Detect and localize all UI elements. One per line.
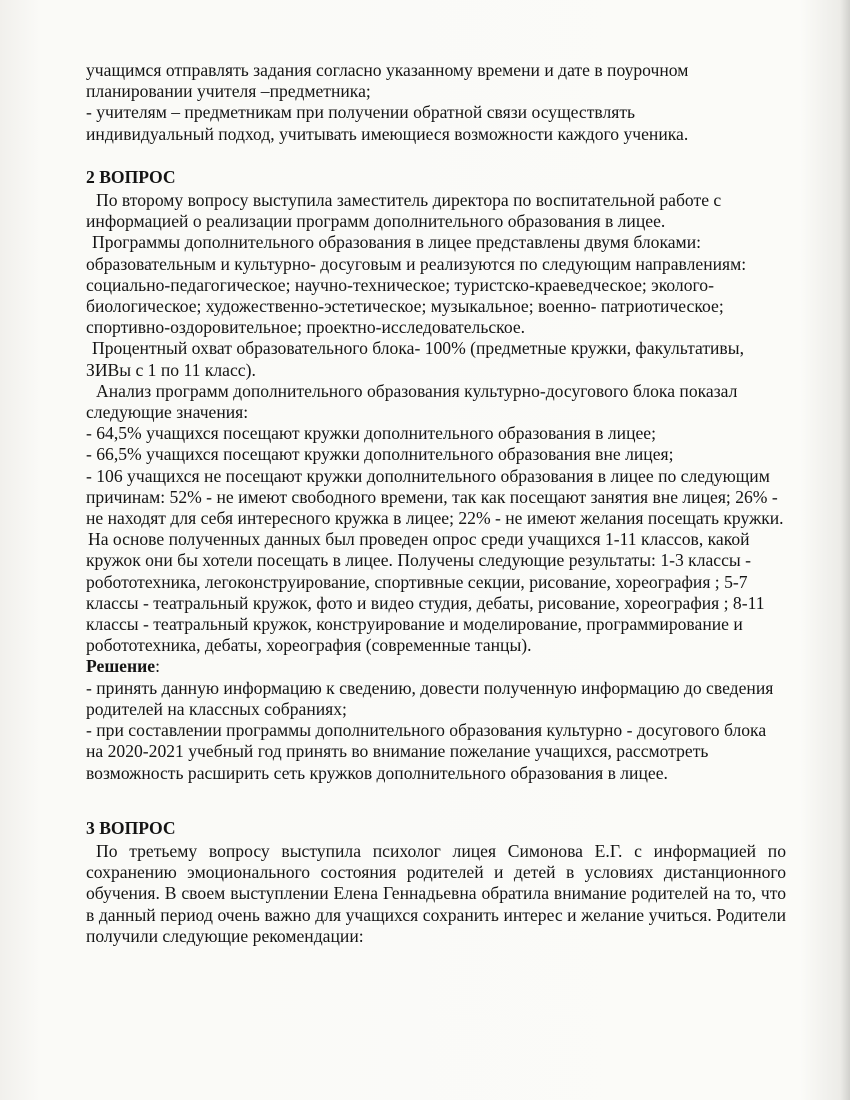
intro-line: планировании учителя –предметника; — [86, 81, 371, 102]
question-2-paragraph: Анализ программ дополнительного образования культурно-досугового блока показал следующие значения: — [86, 380, 738, 423]
question-2-paragraph: Процентный охват образовательного блока- 100% (предметные кружки, факультативы, ЗИВы с 1 по 11 класс). — [86, 338, 744, 380]
decision-colon: : — [155, 656, 160, 677]
question-3-paragraph: По третьему вопросу выступила психолог лицея Симонова Е.Г. с информацией по сохранению эмоционального состояния родителей и детей в условиях дистанционного обучения. В своем выступлении Елена Геннадьевна обратила внимание родителей на то, что в данный период очень важно для учащихся сохранить интерес и желание учиться. Родители получили следующие рекомендации: — [86, 840, 786, 946]
decision-heading — [86, 656, 786, 677]
decision-item: - при составлении программы дополнительного образования культурно - досугового блока на 2020-2021 учебный год принять во внимание пожелание учащихся, рассмотреть возможность расширить сеть кружков дополнительного образования в лицее. — [86, 720, 767, 783]
intro-section — [86, 60, 786, 145]
intro-line: учащимся отправлять задания согласно указанному времени и дате в поурочном — [86, 60, 689, 80]
question-2-paragraph: По второму вопросу выступила заместитель директора по воспитательной работе с информацией о реализации программ дополнительного образования в лицее. — [86, 190, 722, 232]
question-2-paragraph: Программы дополнительного образования в лицее представлены двумя блоками: образовательным и культурно- досуговым и реализуются по следующим направлениям: социально-педагогическое; научно-техническое; туристско-краеведческое; эколого-биологическое; художественно-эстетическое; музыкальное; военно- патриотическое; спортивно-оздоровительное; проектно-исследовательское. — [86, 232, 747, 338]
statistic-item: - 66,5% учащихся посещают кружки дополнительного образования вне лицея; — [86, 444, 674, 465]
decision-item: - принять данную информацию к сведению, довести полученную информацию до сведения родителей на классных собраниях; — [86, 677, 774, 719]
question-3-section — [86, 818, 786, 947]
intro-line: - учителям – предметникам при получении обратной связи осуществлять — [86, 102, 636, 123]
question-2-section — [86, 167, 786, 784]
intro-line: индивидуальный подход, учитывать имеющиеся возможности каждого ученика. — [86, 123, 689, 144]
decision-label: Решение — [86, 656, 156, 677]
question-3-heading: 3 ВОПРОС — [86, 817, 176, 838]
question-2-heading: 2 ВОПРОС — [86, 166, 176, 187]
document-body — [86, 60, 786, 947]
survey-paragraph: На основе полученных данных был проведен опрос среди учащихся 1-11 классов, какой кружок они бы хотели посещать в лицее. Получены следующие результаты: 1-3 классы - робототехника, легоконструирование, спортивные секции, рисование, хореография ; 5-7 классы - театральный кружок, фото и видео студия, дебаты, рисование, хореография ; 8-11 классы - театральный кружок, конструирование и моделирование, программирование и робототехника, дебаты, хореография (современные танцы). — [86, 529, 765, 656]
statistic-item: - 64,5% учащихся посещают кружки дополнительного образования в лицее; — [86, 423, 656, 444]
page-edge-shadow — [840, 0, 850, 1100]
statistic-item: - 106 учащихся не посещают кружки дополнительного образования в лицее по следующим причинам: 52% - не имеют свободного времени, так как посещают занятия вне лицея; 26% - не находят для себя интересного кружка в лицее; 22% - не имеют желания посещать кружки. — [86, 465, 784, 529]
